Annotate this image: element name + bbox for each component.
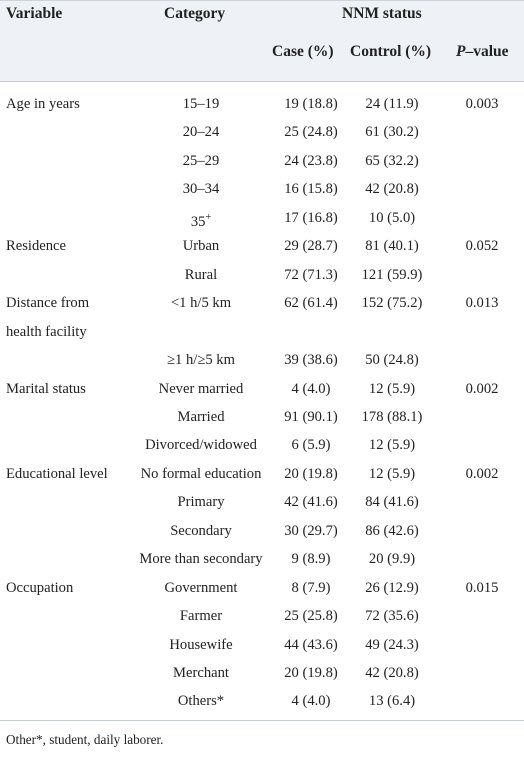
cell-variable: health facility — [6, 323, 87, 340]
cell-control: 12 (5.9) — [368, 380, 416, 397]
table-row — [0, 289, 524, 317]
header-category: Category — [164, 5, 226, 22]
cell-variable: Occupation — [6, 579, 74, 596]
cell-control: 20 (9.9) — [368, 551, 416, 568]
cell-variable: Marital status — [6, 380, 86, 397]
cell-p-value: 0.013 — [465, 295, 499, 312]
table-row — [0, 631, 524, 659]
header-p-value — [456, 43, 509, 61]
table-row — [0, 118, 524, 146]
table-row — [0, 204, 524, 232]
cell-control: 81 (40.1) — [365, 238, 419, 255]
cell-case: 9 (8.9) — [291, 551, 331, 568]
cell-case: 44 (43.6) — [284, 636, 338, 653]
cell-category: 35+ — [190, 211, 212, 230]
table-row — [0, 517, 524, 545]
cell-case: 4 (4.0) — [291, 380, 331, 397]
cell-control: 121 (59.9) — [361, 266, 423, 283]
cell-case: 25 (25.8) — [284, 608, 338, 625]
cell-control: 42 (20.8) — [365, 181, 419, 198]
header-control: Control (%) — [350, 43, 432, 60]
cell-category: Merchant — [173, 665, 229, 681]
cell-control: 50 (24.8) — [365, 352, 419, 369]
cell-control: 24 (11.9) — [365, 96, 419, 112]
cell-p-value: 0.052 — [465, 238, 499, 255]
cell-case: 72 (71.3) — [284, 266, 338, 283]
cell-case: 20 (19.8) — [284, 465, 338, 482]
cell-case: 19 (18.8) — [284, 96, 338, 112]
cell-control: 12 (5.9) — [368, 437, 416, 454]
table-row — [0, 602, 524, 630]
cell-category: 15–19 — [182, 96, 220, 112]
table-footnote: Other*, student, daily laborer. — [6, 732, 164, 747]
cell-category: Others* — [177, 693, 225, 710]
cell-variable: Residence — [6, 238, 66, 255]
table-row — [0, 460, 524, 488]
cell-control: 12 (5.9) — [368, 465, 416, 482]
table-row — [0, 574, 524, 602]
cell-case: 39 (38.6) — [284, 352, 338, 369]
table-row — [0, 90, 524, 118]
cell-case: 30 (29.7) — [284, 522, 338, 539]
cell-case: 20 (19.8) — [284, 665, 338, 681]
cell-control: 42 (20.8) — [365, 665, 419, 681]
header-p-italic: P — [456, 43, 466, 60]
table-row — [0, 659, 524, 687]
table-row — [0, 687, 524, 715]
cell-control: 26 (12.9) — [365, 579, 419, 596]
cell-variable: Age in years — [6, 96, 80, 112]
table-row — [0, 318, 524, 346]
table-bottom-rule — [0, 720, 524, 721]
cell-category: 20–24 — [182, 124, 220, 141]
cell-variable: Distance from — [6, 295, 90, 312]
cell-category: Housewife — [169, 636, 233, 653]
cell-category: 25–29 — [182, 152, 220, 169]
header-variable: Variable — [6, 5, 63, 22]
cell-category: Rural — [184, 266, 218, 283]
cell-control: 152 (75.2) — [361, 295, 423, 312]
table-row — [0, 261, 524, 289]
cell-case: 17 (16.8) — [284, 209, 338, 226]
cell-case: 8 (7.9) — [291, 579, 331, 596]
cell-category: Divorced/widowed — [145, 437, 257, 454]
cell-category: ≥1 h/≥5 km — [167, 352, 235, 369]
cell-control: 65 (32.2) — [365, 152, 419, 169]
cell-control: 86 (42.6) — [365, 522, 419, 539]
cell-category: No formal education — [140, 465, 262, 482]
cell-control: 49 (24.3) — [365, 636, 419, 653]
cell-category: Farmer — [179, 608, 223, 625]
cell-category: Urban — [182, 238, 220, 255]
cell-case: 24 (23.8) — [284, 152, 338, 169]
cell-variable: Educational level — [6, 465, 108, 482]
header-case: Case (%) — [272, 43, 334, 60]
cell-category: More than secondary — [139, 551, 263, 568]
cell-category: Never married — [158, 380, 244, 397]
cell-control: 72 (35.6) — [365, 608, 419, 625]
cell-p-value: 0.002 — [465, 380, 499, 397]
cell-category: Married — [177, 408, 225, 425]
cell-control: 61 (30.2) — [365, 124, 419, 141]
cell-case: 42 (41.6) — [284, 494, 338, 511]
table-row — [0, 431, 524, 459]
cell-case: 4 (4.0) — [291, 693, 331, 710]
cell-case: 6 (5.9) — [291, 437, 331, 454]
table-row — [0, 545, 524, 573]
cell-case: 25 (24.8) — [284, 124, 338, 141]
header-p-rest: –value — [465, 43, 509, 60]
table-row — [0, 175, 524, 203]
cell-p-value: 0.015 — [465, 579, 499, 596]
cell-case: 16 (15.8) — [284, 181, 338, 198]
table-row — [0, 346, 524, 374]
table-row — [0, 488, 524, 516]
table-row — [0, 403, 524, 431]
cell-category: <1 h/5 km — [170, 295, 232, 312]
cell-control: 13 (6.4) — [368, 693, 416, 710]
table-header — [0, 0, 524, 82]
cell-control: 10 (5.0) — [368, 209, 416, 226]
cell-case: 29 (28.7) — [284, 238, 338, 255]
table-row — [0, 375, 524, 403]
cell-control: 84 (41.6) — [365, 494, 419, 511]
cell-p-value: 0.003 — [465, 96, 499, 112]
cell-category: 30–34 — [182, 181, 220, 198]
cell-p-value: 0.002 — [465, 465, 499, 482]
header-nnm-status: NNM status — [342, 5, 422, 22]
table-row — [0, 147, 524, 175]
cell-category: Secondary — [170, 522, 232, 539]
cell-case: 91 (90.1) — [284, 408, 338, 425]
cell-case: 62 (61.4) — [284, 295, 338, 312]
table-row — [0, 232, 524, 260]
cell-category: Government — [164, 579, 238, 596]
cell-control: 178 (88.1) — [361, 408, 423, 425]
cell-category: Primary — [177, 494, 225, 511]
